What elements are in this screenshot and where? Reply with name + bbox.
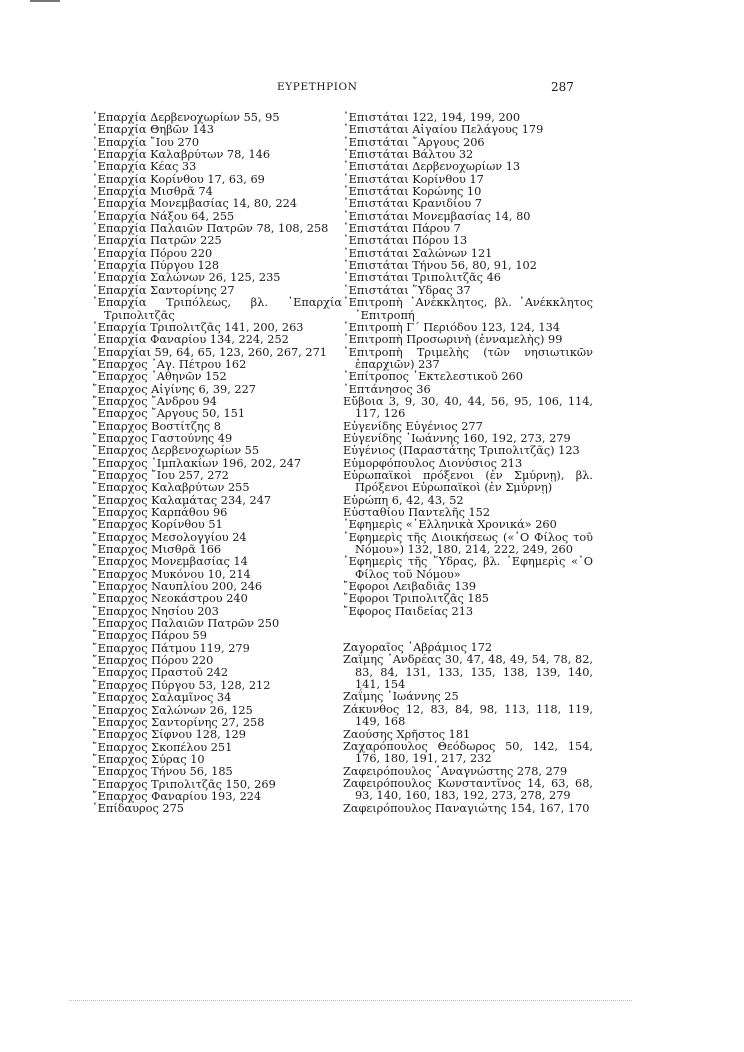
- index-entry: ᾽Επαρχία Κέας 33: [92, 160, 197, 174]
- index-entry: ᾽Επαρχία Μονεμβασίας 14, 80, 224: [92, 197, 298, 211]
- index-entry: ῎Επαρχος ᾽Αγ. Πέτρου 162: [92, 357, 247, 371]
- index-entry: ῎Επαρχος Αἰγίνης 6, 39, 227: [92, 382, 256, 396]
- index-entry: ῎Επαρχος Ναυπλίου 200, 246: [92, 580, 263, 594]
- index-entry: ᾽Επαρχία Τριπόλεως, βλ. ᾽Επαρχία Τριπολιτζᾶς: [92, 296, 342, 322]
- index-entry: Εὐσταθίου Παντελῆς 152: [343, 506, 491, 519]
- index-entry: Εὐρωπαϊκοὶ πρόξενοι (ἐν Σμύρνῃ), βλ. Πρόξενοι Εὐρωπαϊκοὶ (ἐν Σμύρνῃ): [343, 468, 593, 495]
- index-entry: ῎Επαρχος ῎Αργους 50, 151: [92, 407, 246, 421]
- index-entry: ῎Επαρχος Κορίνθου 51: [92, 518, 223, 532]
- index-entry: ῎Επαρχος Καλαβρύτων 255: [92, 481, 250, 495]
- index-entry: ᾽Επαρχία Πατρῶν 225: [92, 234, 222, 248]
- index-entry: ῎Επαρχος Πραστοῦ 242: [92, 666, 229, 680]
- index-entry: ῎Επαρχος Σκοπέλου 251: [92, 740, 233, 754]
- index-entry: ῎Επαρχος Μυκόνου 10, 214: [92, 567, 251, 581]
- index-entry: ᾽Επαρχία ῎Ιου 270: [92, 135, 200, 149]
- index-entry: ᾽Επαρχία Σαντορίνης 27: [92, 283, 235, 297]
- index-entry: ᾽Επαρχία Μισθρᾶ 74: [92, 185, 213, 199]
- index-entry: ᾽Επίτροπος ᾽Εκτελεστικοῦ 260: [343, 370, 523, 384]
- index-column-left: [92, 112, 342, 816]
- index-entry: ᾽Επαρχία Τριπολιτζᾶς 141, 200, 263: [92, 320, 304, 334]
- index-entry: ῎Επαρχος Πόρου 220: [92, 654, 214, 668]
- index-entry: ᾽Εφημερὶς «᾽Ελληνικὰ Χρονικά» 260: [343, 518, 557, 532]
- index-entry: ῎Επαρχος ᾽Αθηνῶν 152: [92, 370, 227, 384]
- index-entry: ᾽Επίδαυρος 275: [92, 802, 184, 816]
- index-entry: ῎Επαρχος Σαλαμῖνος 34: [92, 691, 232, 705]
- index-entry: ᾽Επαρχία Θηβῶν 143: [92, 123, 214, 137]
- index-entry: Ζάκυνθος 12, 83, 84, 98, 113, 118, 119, 149, 168: [343, 702, 593, 729]
- index-entry: ᾽Επιστάται Αἰγαίου Πελάγους 179: [343, 123, 544, 137]
- index-entry: ῎Επαρχος Σίφνου 128, 129: [92, 728, 246, 742]
- index-entry: ῎Εφοροι Τριπολιτζᾶς 185: [343, 592, 489, 606]
- index-entry: Ζαγοραῖος ᾽Αβράμιος 172: [343, 641, 493, 655]
- index-entry: ῎Επαρχος Μισθρᾶ 166: [92, 543, 222, 557]
- index-entry: Ζαΐμης ᾽Ανδρέας 30, 47, 48, 49, 54, 78, 82, 83, 84, 131, 133, 135, 138, 139, 140, 141, 154: [343, 653, 593, 692]
- index-entry: ᾽Επιστάται ῎Αργους 206: [343, 135, 485, 149]
- index-entry: Εὐγενίδης Εὐγένιος 277: [343, 419, 483, 433]
- index-entry: ᾽Επαρχία Πόρου 220: [92, 246, 213, 260]
- index-entry: ᾽Επαρχίαι 59, 64, 65, 123, 260, 267, 271: [92, 345, 327, 359]
- corner-mark: [30, 0, 60, 2]
- page-header: [0, 81, 744, 97]
- index-entry: ᾽Επιστάται Δερβενοχωρίων 13: [343, 160, 521, 174]
- index-entry: ᾽Επαρχία Σαλώνων 26, 125, 235: [92, 271, 281, 285]
- index-entry: ᾽Επιτροπὴ ᾽Ανέκκλητος, βλ. ᾽Ανέκκλητος ᾽Επιτροπή: [343, 296, 593, 322]
- index-entry: Ζαούσης Χρῆστος 181: [343, 727, 471, 741]
- index-entry: ῎Επαρχος Παλαιῶν Πατρῶν 250: [92, 617, 280, 631]
- index-entry: ᾽Επιστάται Σαλώνων 121: [343, 246, 493, 260]
- index-entry: ᾽Επαρχία Καλαβρύτων 78, 146: [92, 148, 271, 162]
- index-entry: Εὐρώπη 6, 42, 43, 52: [343, 493, 464, 507]
- index-entry: ᾽Επαρχία Δερβενοχωρίων 55, 95: [92, 111, 280, 124]
- index-entry: ῎Επαρχος Βοστίτζης 8: [92, 419, 221, 433]
- index-entry: Ζαφειρόπουλος Παναγιώτης 154, 167, 170: [343, 801, 590, 815]
- index-entry: ῎Επαρχος Νεοκάστρου 240: [92, 592, 248, 606]
- page-number: 287: [551, 80, 574, 94]
- index-entry: ᾽Επιστάται Βάλτου 32: [343, 148, 474, 162]
- bottom-rule: [69, 1000, 632, 1001]
- index-entry: ᾽Επιστάται Τήνου 56, 80, 91, 102: [343, 259, 537, 273]
- index-entry: Ζαΐμης ᾽Ιωάννης 25: [343, 690, 459, 704]
- index-entry: ῎Επαρχος Νησίου 203: [92, 604, 219, 618]
- index-entry: ᾽Επιτροπὴ Προσωρινὴ (ἐνναμελὴς) 99: [343, 333, 563, 347]
- index-entry: ᾽Επιστάται Κορώνης 10: [343, 185, 482, 199]
- index-entry: ᾽Επιτροπὴ Γ´ Περιόδου 123, 124, 134: [343, 320, 560, 334]
- index-entry: ῎Επαρχος ῎Ανδρου 94: [92, 394, 217, 408]
- index-entry: ᾽Επιστάται 122, 194, 199, 200: [343, 111, 521, 124]
- index-entry: ῎Επαρχος Τήνου 56, 185: [92, 765, 233, 779]
- index-entry: ᾽Εφημερὶς τῆς ῞Υδρας, βλ. ᾽Εφημερὶς «῾Ο Φίλος τοῦ Νόμου»: [343, 555, 593, 581]
- index-entry: Ζαφειρόπουλος ᾽Αναγνώστης 278, 279: [343, 764, 568, 778]
- index-entry: Εὐγένιος (Παραστάτης Τριπολιτζᾶς) 123: [343, 444, 580, 458]
- index-entry: ῎Επαρχος ᾽Ιμπλακίων 196, 202, 247: [92, 456, 302, 470]
- index-entry: ῎Επαρχος Πάρου 59: [92, 629, 207, 643]
- running-title: ΕΥΡΕΤΗΡΙΟΝ: [277, 81, 358, 93]
- index-entry: ῎Επαρχος Σαντορίνης 27, 258: [92, 715, 265, 729]
- index-entry: ῎Επαρχος Μονεμβασίας 14: [92, 555, 248, 569]
- index-entry: ᾽Επιτροπὴ Τριμελὴς (τῶν νησιωτικῶν ἐπαρχιῶν) 237: [343, 345, 593, 371]
- index-entry: ῎Εφοροι Λειβαδιᾶς 139: [343, 580, 477, 594]
- index-entry: ᾽Επιστάται Τριπολιτζᾶς 46: [343, 271, 501, 285]
- index-entry: ῎Επαρχος Δερβενοχωρίων 55: [92, 444, 260, 458]
- index-entry: ᾽Επαρχία Νάξου 64, 255: [92, 209, 235, 223]
- index-entry: ῎Επαρχος Σαλώνων 26, 125: [92, 703, 253, 717]
- index-entry: ᾽Επαρχία Φαναρίου 134, 224, 252: [92, 333, 289, 347]
- index-entry: ῎Επαρχος Πύργου 53, 128, 212: [92, 678, 271, 692]
- index-entry: ᾽Επιστάται ῞Υδρας 37: [343, 283, 471, 297]
- index-entry: ῎Επαρχος Καλαμάτας 234, 247: [92, 493, 272, 507]
- index-entry: Εὐγενίδης ᾽Ιωάννης 160, 192, 273, 279: [343, 431, 571, 445]
- index-entry: ῎Επαρχος Καρπάθου 96: [92, 506, 228, 519]
- index-entry: ῎Επαρχος Φαναρίου 193, 224: [92, 789, 262, 803]
- index-entry: ῎Εφορος Παιδείας 213: [343, 604, 474, 618]
- index-entry: ᾽Επαρχία Κορίνθου 17, 63, 69: [92, 172, 265, 186]
- index-entry: Εὔβοια 3, 9, 30, 40, 44, 56, 95, 106, 114, 117, 126: [343, 394, 593, 421]
- index-column-right: [343, 112, 593, 815]
- index-entry: ᾽Επαρχία Πύργου 128: [92, 259, 220, 273]
- index-entry: ᾽Επτάνησος 36: [343, 382, 431, 396]
- index-entry: Ζαφειρόπουλος Κωνσταντῖνος 14, 63, 68, 93, 140, 160, 183, 192, 273, 278, 279: [343, 776, 593, 803]
- index-entry: ῎Επαρχος Πάτμου 119, 279: [92, 641, 250, 655]
- index-entry: ῎Επαρχος Τριπολιτζᾶς 150, 269: [92, 777, 276, 791]
- index-entry: ᾽Επαρχία Παλαιῶν Πατρῶν 78, 108, 258: [92, 222, 329, 236]
- index-entry: ᾽Επιστάται Κορίνθου 17: [343, 172, 484, 186]
- index-entry: ῎Επαρχος Γαστούνης 49: [92, 431, 233, 445]
- index-entry: ᾽Επιστάται Πόρου 13: [343, 234, 468, 248]
- index-entry: ᾽Εφημερὶς τῆς Διοικήσεως («῾Ο Φίλος τοῦ Νόμου») 132, 180, 214, 222, 249, 260: [343, 530, 593, 557]
- index-entry: ῎Επαρχος ῎Ιου 257, 272: [92, 468, 229, 482]
- index-entry: Ζαχαρόπουλος Θεόδωρος 50, 142, 154, 176, 180, 191, 217, 232: [343, 739, 593, 766]
- index-entry: Εὐμορφόπουλος Διονύσιος 213: [343, 456, 523, 470]
- index-entry: ῎Επαρχος Σύρας 10: [92, 752, 205, 766]
- index-entry: ᾽Επιστάται Μονεμβασίας 14, 80: [343, 209, 531, 223]
- index-entry: ῎Επαρχος Μεσολογγίου 24: [92, 530, 247, 544]
- index-entry: ᾽Επιστάται Πάρου 7: [343, 222, 461, 236]
- index-entry: ᾽Επιστάται Κρανιδίου 7: [343, 197, 482, 211]
